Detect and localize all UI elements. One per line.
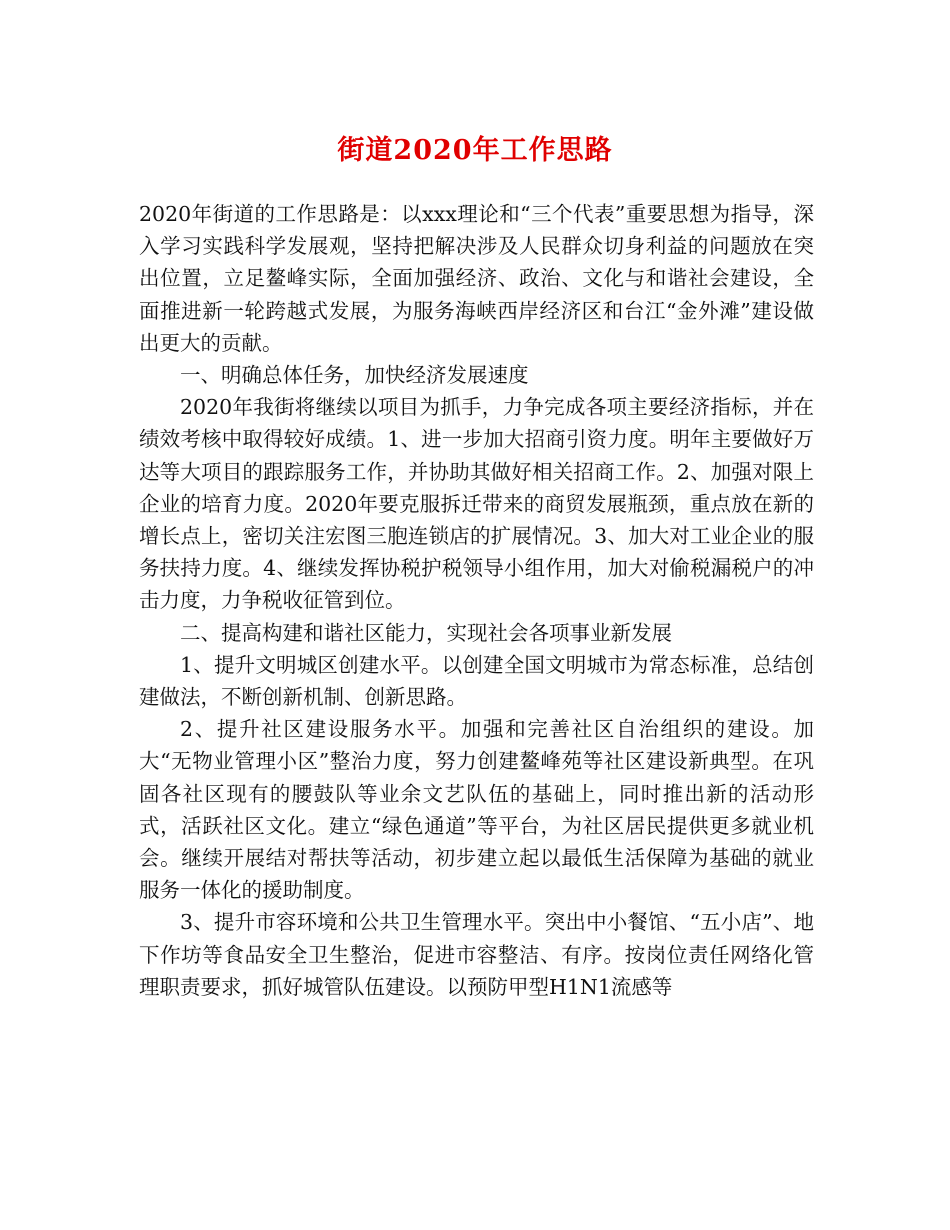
paragraph-intro: 2020年街道的工作思路是：以xxx理论和“三个代表”重要思想为指导，深入学习实践科学发展观，坚持把解决涉及人民群众切身利益的问题放在突出位置，立足鳌峰实际，全面加强经济、政治、文化与和谐社会建设，全面推进新一轮跨越式发展，为服务海峡西岸经济区和台江“金外滩”建设做出更大的贡献。 [139,202,814,355]
section-heading-1: 一、明确总体任务，加快经济发展速度 [180,363,529,388]
paragraph-community: 2、提升社区建设服务水平。加强和完善社区自治组织的建设。加大“无物业管理小区”整治力度，努力创建鳌峰苑等社区建设新典型。在巩固各社区现有的腰鼓队等业余文艺队伍的基础上，同时推出新的活动形式，活跃社区文化。建立“绿色通道”等平台，为社区居民提供更多就业机会。继续开展结对帮扶等活动，初步建立起以最低生活保障为基础的就业服务一体化的援助制度。 [139,717,814,903]
paragraph-sanitation: 3、提升市容环境和公共卫生管理水平。突出中小餐馆、“五小店”、地下作坊等食品安全卫生整治，促进市容整洁、有序。按岗位责任网络化管理职责要求，抓好城管队伍建设。以预防甲型H1N1流感等 [139,910,814,999]
section-heading-2: 二、提高构建和谐社区能力，实现社会各项事业新发展 [180,620,672,645]
paragraph-economy: 2020年我街将继续以项目为抓手，力争完成各项主要经济指标，并在绩效考核中取得较好成绩。1、进一步加大招商引资力度。明年主要做好万达等大项目的跟踪服务工作，并协助其做好相关招商工作。2、加强对限上企业的培育力度。2020年要克服拆迁带来的商贸发展瓶颈，重点放在新的增长点上，密切关注宏图三胞连锁店的扩展情况。3、加大对工业企业的服务扶持力度。4、继续发挥协税护税领导小组作用，加大对偷税漏税户的冲击力度，力争税收征管到位。 [139,395,814,613]
document-title: 街道2020年工作思路 [337,135,613,166]
document-body [139,198,814,1003]
paragraph-civilization: 1、提升文明城区创建水平。以创建全国文明城市为常态标准，总结创建做法，不断创新机制、创新思路。 [139,652,814,710]
